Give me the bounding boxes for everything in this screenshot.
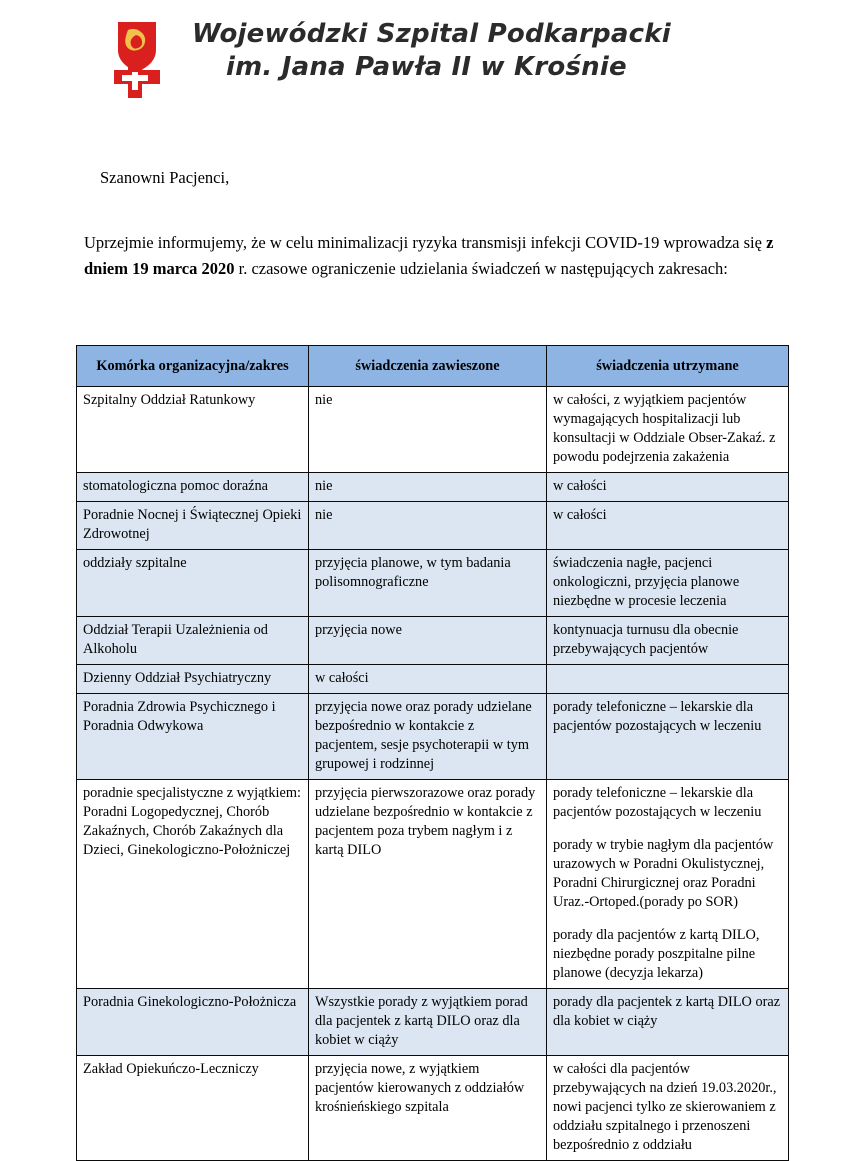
table-row bbox=[77, 989, 789, 1056]
cell-unit: Poradnia Ginekologiczno-Położnicza bbox=[77, 989, 309, 1056]
cell-suspended: w całości bbox=[309, 665, 547, 694]
table-row bbox=[77, 665, 789, 694]
cell-unit: stomatologiczna pomoc doraźna bbox=[77, 473, 309, 502]
table-row bbox=[77, 694, 789, 780]
cell-maintained: kontynuacja turnusu dla obecnie przebywających pacjentów bbox=[547, 617, 789, 665]
intro-paragraph bbox=[84, 230, 784, 281]
cell-suspended: przyjęcia planowe, w tym badania polisomnograficzne bbox=[309, 550, 547, 617]
cell-maintained: w całości bbox=[547, 473, 789, 502]
cell-suspended: Wszystkie porady z wyjątkiem porad dla pacjentek z kartą DILO oraz dla kobiet w ciąży bbox=[309, 989, 547, 1056]
cell-unit: Poradnie Nocnej i Świątecznej Opieki Zdrowotnej bbox=[77, 502, 309, 550]
cell-maintained-part3: porady dla pacjentów z kartą DILO, niezbędne porady poszpitalne pilne planowe (decyzja lekarza) bbox=[553, 927, 760, 981]
cell-maintained: świadczenia nagłe, pacjenci onkologiczni, przyjęcia planowe niezbędne w procesie leczenia bbox=[547, 550, 789, 617]
table-row bbox=[77, 550, 789, 617]
cell-spacer bbox=[553, 822, 782, 836]
cell-suspended: przyjęcia pierwszorazowe oraz porady udzielane bezpośrednio w kontakcie z pacjentem poza trybem nagłym i z kartą DILO bbox=[309, 780, 547, 989]
cell-maintained bbox=[547, 665, 789, 694]
cell-maintained-part2: porady w trybie nagłym dla pacjentów urazowych w Poradni Okulistycznej, Poradni Chirurgicznej oraz Poradni Uraz.-Ortoped.(porady po SOR) bbox=[553, 837, 774, 910]
cell-suspended: przyjęcia nowe oraz porady udzielane bezpośrednio w kontakcie z pacjentem, sesje psychoterapii w tym grupowej i rodzinnej bbox=[309, 694, 547, 780]
cell-maintained: porady telefoniczne – lekarskie dla pacjentów pozostających w leczeniu bbox=[547, 694, 789, 780]
table-header-row bbox=[77, 346, 789, 387]
cell-maintained bbox=[547, 780, 789, 989]
heraldic-crest-icon bbox=[112, 20, 174, 98]
table-row bbox=[77, 617, 789, 665]
document-header bbox=[0, 0, 863, 96]
cell-suspended: przyjęcia nowe, z wyjątkiem pacjentów kierowanych z oddziałów krośnieńskiego szpitala bbox=[309, 1056, 547, 1161]
intro-text-bold: z dniem 19 marca 2020 bbox=[84, 233, 774, 278]
cell-unit: Zakład Opiekuńczo-Leczniczy bbox=[77, 1056, 309, 1161]
cell-unit: Poradnia Zdrowia Psychicznego i Poradnia Odwykowa bbox=[77, 694, 309, 780]
cell-unit: oddziały szpitalne bbox=[77, 550, 309, 617]
table-row bbox=[77, 473, 789, 502]
cell-unit: Szpitalny Oddział Ratunkowy bbox=[77, 387, 309, 473]
cell-maintained: w całości dla pacjentów przebywających na dzień 19.03.2020r., nowi pacjenci tylko ze skierowaniem z oddziału szpitalnego i przenoszeni bezpośrednio z oddziału bbox=[547, 1056, 789, 1161]
column-header-unit: Komórka organizacyjna/zakres bbox=[77, 346, 309, 387]
cell-unit: Oddział Terapii Uzależnienia od Alkoholu bbox=[77, 617, 309, 665]
cell-maintained: w całości bbox=[547, 502, 789, 550]
cell-maintained: porady dla pacjentek z kartą DILO oraz dla kobiet w ciąży bbox=[547, 989, 789, 1056]
hospital-title-line1: Wojewódzki Szpital Podkarpacki bbox=[192, 19, 671, 49]
cell-maintained: w całości, z wyjątkiem pacjentów wymagających hospitalizacji lub konsultacji w Oddziale Obser-Zakaź. z powodu podejrzenia zakażenia bbox=[547, 387, 789, 473]
cell-unit: poradnie specjalistyczne z wyjątkiem: Poradni Logopedycznej, Chorób Zakaźnych, Chorób Zakaźnych dla Dzieci, Ginekologiczno-Położniczej bbox=[77, 780, 309, 989]
cell-maintained-part1: porady telefoniczne – lekarskie dla pacjentów pozostających w leczeniu bbox=[553, 785, 762, 820]
cell-suspended: przyjęcia nowe bbox=[309, 617, 547, 665]
hospital-title bbox=[192, 18, 671, 85]
cell-spacer bbox=[553, 912, 782, 926]
intro-text-part2: r. czasowe ograniczenie udzielania świadczeń w następujących zakresach: bbox=[234, 258, 728, 278]
table-row bbox=[77, 780, 789, 989]
cell-suspended: nie bbox=[309, 473, 547, 502]
table-row bbox=[77, 502, 789, 550]
column-header-maintained: świadczenia utrzymane bbox=[547, 346, 789, 387]
cell-suspended: nie bbox=[309, 387, 547, 473]
table-row bbox=[77, 387, 789, 473]
cell-unit: Dzienny Oddział Psychiatryczny bbox=[77, 665, 309, 694]
column-header-suspended: świadczenia zawieszone bbox=[309, 346, 547, 387]
hospital-title-line2: im. Jana Pawła II w Krośnie bbox=[226, 52, 627, 83]
cell-suspended: nie bbox=[309, 502, 547, 550]
salutation: Szanowni Pacjenci, bbox=[100, 168, 230, 187]
restrictions-table bbox=[76, 345, 789, 1161]
table-row bbox=[77, 1056, 789, 1161]
intro-text-part1: Uprzejmie informujemy, że w celu minimalizacji ryzyka transmisji infekcji COVID-19 wprowadza się bbox=[84, 233, 767, 252]
